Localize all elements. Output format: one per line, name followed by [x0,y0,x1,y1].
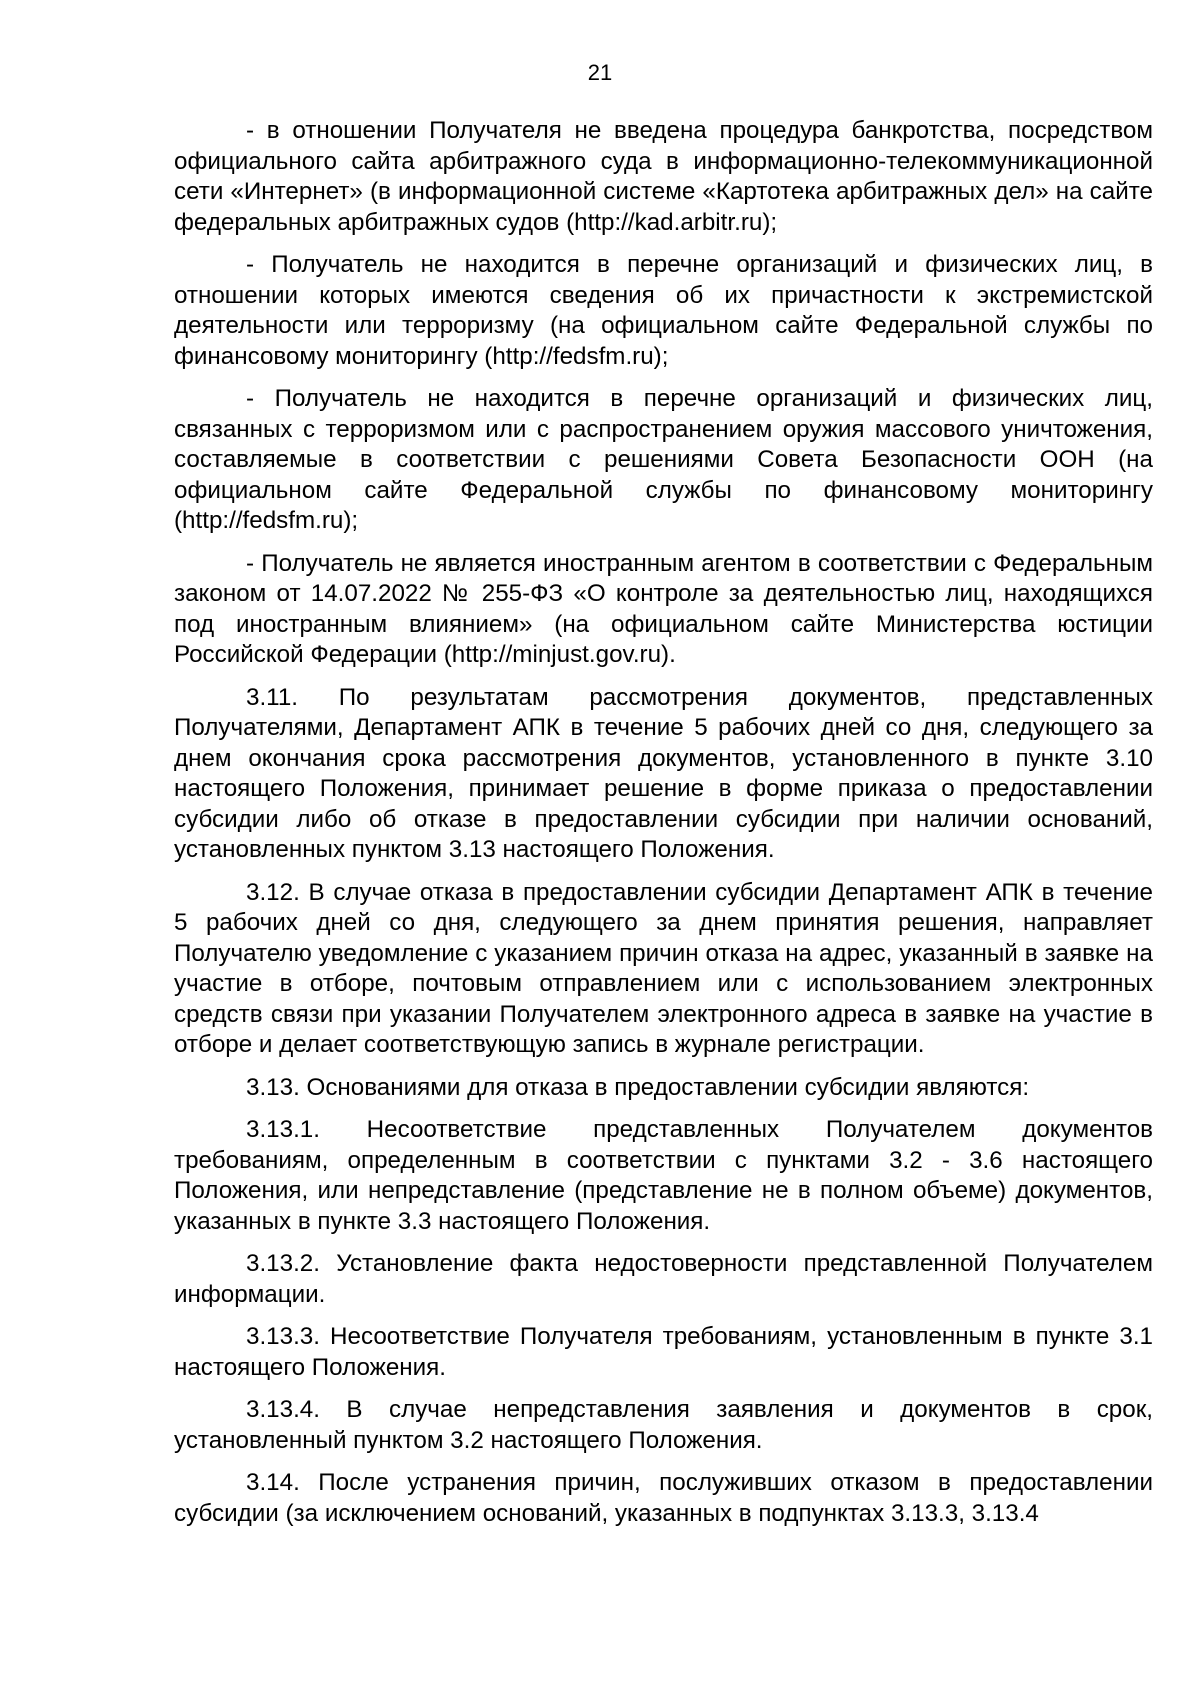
paragraph-3-13: 3.13. Основаниями для отказа в предоставлении субсидии являются: [246,1073,1030,1101]
paragraph-3-11: 3.11. По результатам рассмотрения документов, представленных Получателями, Департамент АПК в течение 5 рабочих дней со дня, следующего за днем окончания срока рассмотрения документов, установленного в пункте 3.10 настоящего Положения, принимает решение в форме приказа о предоставлении субсидии либо об отказе в предоставлении субсидии при наличии оснований, установленных пунктом 3.13 настоящего Положения. [174,683,1153,863]
paragraph-extremism-list-check: - Получатель не находится в перечне организаций и физических лиц, в отношении которых имеются сведения об их причастности к экстремистской деятельности или терроризму (на официальном сайте Федеральной службы по финансовому мониторингу (http://fedsfm.ru); [174,251,1153,370]
paragraph-3-13-2: 3.13.2. Установление факта недостоверности представленной Получателем информации. [174,1250,1153,1308]
paragraph-3-13-1: 3.13.1. Несоответствие представленных Получателем документов требованиям, определенным в соответствии с пунктами 3.2 - 3.6 настоящего Положения, или непредставление (представление не в полном объеме) документов, указанных в пункте 3.3 настоящего Положения. [174,1116,1153,1235]
paragraph-3-13-4: 3.13.4. В случае непредставления заявления и документов в срок, установленный пунктом 3.2 настоящего Положения. [174,1396,1153,1454]
paragraph-foreign-agent-check: - Получатель не является иностранным агентом в соответствии с Федеральным законом от 14.07.2022 № 255-ФЗ «О контроле за деятельностью лиц, находящихся под иностранным влиянием» (на официальном сайте Министерства юстиции Российской Федерации (http://minjust.gov.ru). [174,549,1153,668]
page-number: 21 [587,60,613,85]
paragraph-terrorism-list-check: - Получатель не находится в перечне организаций и физических лиц, связанных с терроризмом или с распространением оружия массового уничтожения, составляемые в соответствии с решениями Совета Безопасности ООН (на официальном сайте Федеральной службы по финансовому мониторингу (http://fedsfm.ru); [174,385,1153,534]
paragraph-3-14: 3.14. После устранения причин, послуживших отказом в предоставлении субсидии (за исключением оснований, указанных в подпунктах 3.13.3, 3.13.4 [174,1469,1153,1527]
document-body [174,116,1153,1529]
paragraph-3-13-3: 3.13.3. Несоответствие Получателя требованиям, установленным в пункте 3.1 настоящего Положения. [174,1323,1153,1381]
paragraph-bankruptcy-check: - в отношении Получателя не введена процедура банкротства, посредством официального сайта арбитражного суда в информационно-телекоммуникационной сети «Интернет» (в информационной системе «Картотека арбитражных дел» на сайте федеральных арбитражных судов (http://kad.arbitr.ru); [174,117,1153,236]
paragraph-3-12: 3.12. В случае отказа в предоставлении субсидии Департамент АПК в течение 5 рабочих дней со дня, следующего за днем принятия решения, направляет Получателю уведомление с указанием причин отказа на адрес, указанный в заявке на участие в отборе, почтовым отправлением или с использованием электронных средств связи при указании Получателем электронного адреса в заявке на участие в отборе и делает соответствующую запись в журнале регистрации. [174,878,1153,1058]
